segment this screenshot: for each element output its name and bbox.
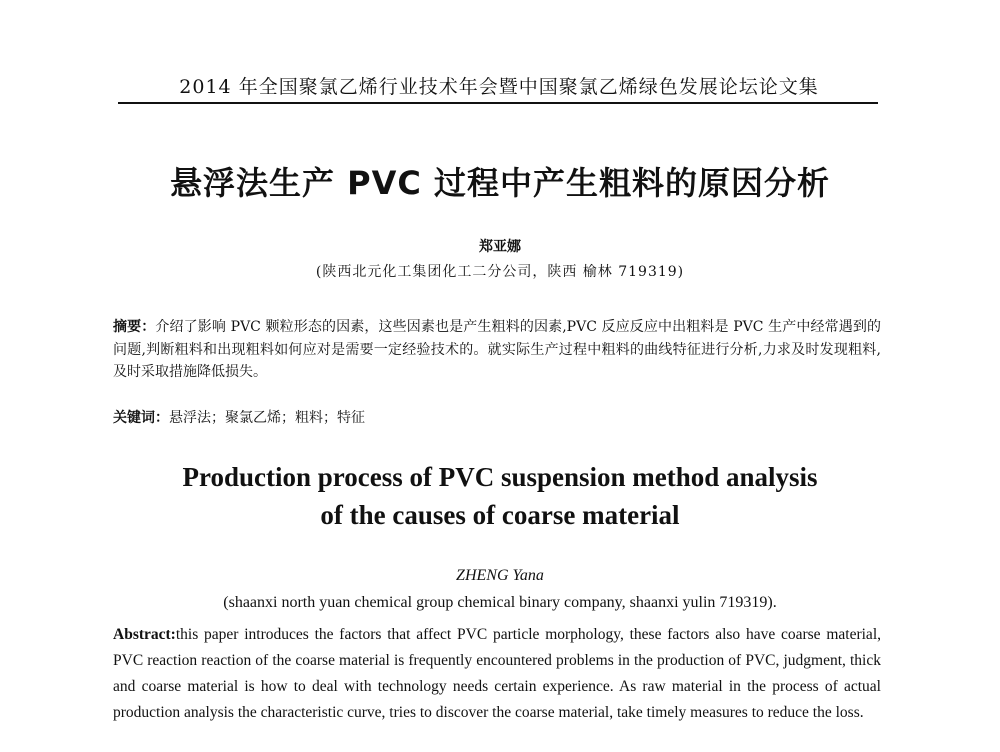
english-title: [0, 458, 1000, 534]
english-affiliation: (shaanxi north yuan chemical group chemical binary company, shaanxi yulin 719319).: [223, 594, 777, 611]
chinese-author: 郑亚娜: [479, 239, 521, 255]
chinese-title: 悬浮法生产 PVC 过程中产生粗料的原因分析: [170, 164, 830, 202]
english-abstract-text: this paper introduces the factors that affect PVC particle morphology, these factors also have coarse material, PVC reaction reaction of the coarse material is frequently encountered problems in the production of PVC, judgment, thick and coarse material is how to deal with technology needs certain experience. As raw material in the process of actual production analysis the characteristic curve, tries to discover the coarse material, take timely measures to reduce the loss.: [113, 626, 881, 721]
chinese-abstract: [113, 316, 881, 384]
english-title-line1: Production process of PVC suspension method analysis: [182, 462, 818, 492]
chinese-keywords-text: 悬浮法；聚氯乙烯；粗料；特征: [169, 410, 365, 426]
chinese-affiliation: (陕西北元化工集团化工二分公司，陕西 榆林 719319): [315, 264, 685, 280]
header-rule: [118, 102, 878, 104]
english-author: ZHENG Yana: [456, 567, 544, 584]
chinese-keywords: [113, 407, 881, 429]
running-header: 2014 年全国聚氯乙烯行业技术年会暨中国聚氯乙烯绿色发展论坛论文集: [179, 76, 819, 98]
english-abstract: [113, 622, 881, 726]
chinese-abstract-text: 介绍了影响 PVC 颗粒形态的因素，这些因素也是产生粗料的因素,PVC 反应反应中出粗料是 PVC 生产中经常遇到的问题,判断粗料和出现粗料如何应对是需要一定经验技术的。就实际生产过程中粗料的曲线特征进行分析,力求及时发现粗料,及时采取措施降低损失。: [113, 319, 882, 380]
chinese-keywords-label: 关键词：: [113, 410, 169, 426]
english-abstract-label: Abstract:: [113, 626, 176, 643]
english-title-line2: of the causes of coarse material: [320, 500, 680, 530]
chinese-abstract-label: 摘要：: [113, 319, 156, 335]
